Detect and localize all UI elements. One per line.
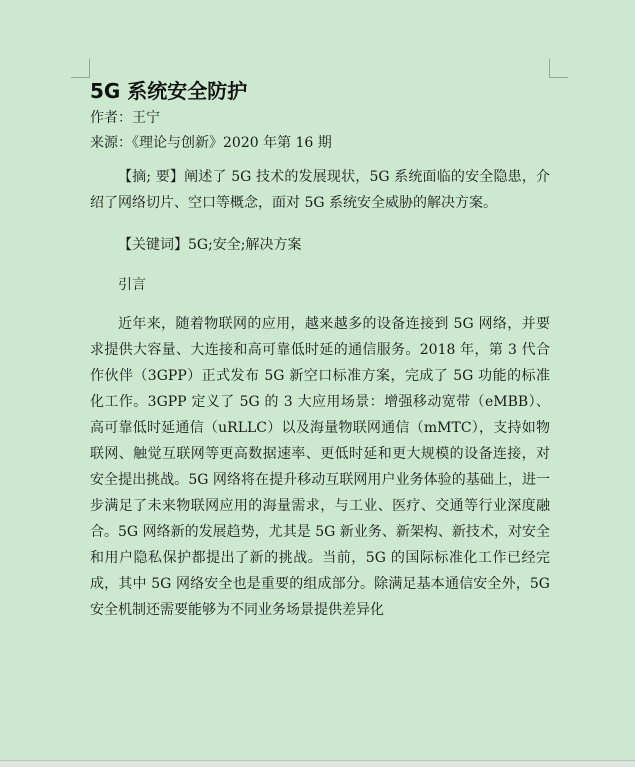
abstract-paragraph: 【摘; 要】阐述了 5G 技术的发展现状，5G 系统面临的安全隐患，介绍了网络切片、空口等概念，面对 5G 系统安全威胁的解决方案。	[90, 169, 550, 211]
margin-corner-mark-right	[549, 59, 568, 78]
source-line: 来源：《理论与创新》2020 年第 16 期	[90, 135, 332, 151]
author-line: 作者：王宁	[90, 110, 160, 126]
document-title: 5G 系统安全防护	[90, 79, 248, 103]
body-paragraph: 近年来，随着物联网的应用，越来越多的设备连接到 5G 网络，并要求提供大容量、大连接和高可靠低时延的通信服务。2018 年，第 3 代合作伙伴（3GPP）正式发布 5G 新空口标准方案，完成了 5G 功能的标准化工作。3GPP 定义了 5G 的 3 大应用场景：增强移动宽带（eMBB）、高可靠低时延通信（uRLLC）以及海量物联网通信（mMTC），支持如物联网、触觉互联网等更高数据速率、更低时延和更大规模的设备连接，对安全提出挑战。5G 网络将在提升移动互联网用户业务体验的基础上，进一步满足了未来物联网应用的海量需求，与工业、医疗、交通等行业深度融合。5G 网络新的发展趋势，尤其是 5G 新业务、新架构、新技术，对安全和用户隐私保护都提出了新的挑战。当前，5G 的国际标准化工作已经完成，其中 5G 网络安全也是重要的组成部分。除满足基本通信安全外，5G 安全机制还需要能够为不同业务场景提供差异化	[90, 316, 550, 618]
keywords-paragraph: 【关键词】5G;安全;解决方案	[118, 237, 302, 253]
document-body[interactable]	[90, 76, 550, 623]
margin-corner-mark-left	[71, 59, 90, 78]
section-heading-intro: 引言	[118, 277, 146, 293]
